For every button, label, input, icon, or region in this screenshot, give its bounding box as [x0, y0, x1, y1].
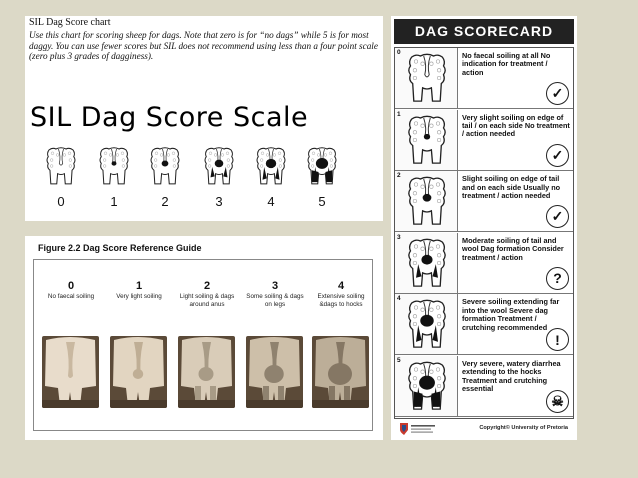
- scorecard-row-text: Very severe, watery diarrhea extending to the hocks Treatment and crutching essential: [462, 359, 561, 394]
- scorecard-table: [394, 47, 574, 419]
- figure-score-description: Some soiling & dags on legs: [246, 293, 304, 308]
- scorecard-row-text: No faecal soiling at all No indication for treatment / action: [462, 51, 551, 77]
- sil-score-label: 2: [161, 194, 169, 209]
- sil-sheep-4: [254, 144, 288, 188]
- sheep-photo-icon: [42, 336, 99, 408]
- sheep-rear-icon: [405, 112, 449, 168]
- sheep-rear-icon: [405, 50, 449, 106]
- sil-score-label: 4: [267, 194, 275, 209]
- figure-score: 4: [337, 280, 345, 292]
- sheep-photo-icon: [312, 336, 369, 408]
- scorecard-score-number: 4: [397, 295, 401, 303]
- scorecard-score-number: 2: [397, 172, 401, 180]
- sheep-photo: [178, 336, 235, 408]
- check-icon: ✓: [546, 144, 569, 167]
- sil-score-label: 3: [215, 194, 223, 209]
- scorecard-row-text: Slight soiling on edge of tail and on each side Usually no treatment / action needed: [462, 174, 561, 200]
- scorecard-score-number: 5: [397, 357, 401, 364]
- sheep-rear-icon: [405, 358, 449, 414]
- scorecard-illustration: [395, 48, 458, 108]
- figure-frame: [33, 259, 373, 431]
- sheep-photo: [110, 336, 167, 408]
- scorecard-footer: [394, 421, 574, 437]
- figure-column-0: [38, 260, 104, 301]
- sil-score-label: 5: [318, 194, 326, 209]
- figure-score-description: Extensive soiling &dags to hocks: [317, 293, 365, 308]
- scorecard-score-number: 3: [397, 233, 401, 241]
- scorecard-title: DAG SCORECARD: [394, 19, 574, 44]
- figure-title: Figure 2.2 Dag Score Reference Guide: [38, 243, 202, 253]
- scorecard-row-5: [395, 356, 573, 417]
- dag-score-reference-figure: [25, 236, 383, 440]
- sil-score-label: 0: [57, 194, 65, 209]
- scorecard-row-1: [395, 110, 573, 171]
- scorecard-row-0: [395, 48, 573, 109]
- scorecard-row-3: [395, 233, 573, 294]
- scorecard-row-2: [395, 171, 573, 232]
- sheep-rear-icon: [44, 144, 78, 188]
- sheep-rear-icon: [405, 173, 449, 229]
- scorecard-illustration: [395, 294, 458, 354]
- dag-scorecard: [391, 16, 577, 440]
- figure-score: 1: [135, 280, 143, 292]
- figure-score: 0: [67, 280, 75, 292]
- sil-dag-score-chart: [25, 16, 383, 221]
- sheep-rear-icon: [148, 144, 182, 188]
- scorecard-score-number: 1: [397, 110, 401, 118]
- sil-sheep-2: [148, 144, 182, 188]
- sheep-photo-icon: [110, 336, 167, 408]
- scorecard-row-text: Very slight soiling on edge of tail / on each side No treatment / action needed: [462, 112, 570, 139]
- sil-sheep-1: [97, 144, 131, 188]
- scorecard-illustration: [395, 171, 458, 231]
- sil-sheep-5: [305, 144, 339, 188]
- sheep-rear-icon: [97, 144, 131, 188]
- exclamation-icon: !: [546, 328, 569, 351]
- sil-chart-description: Use this chart for scoring sheep for dags. Note that zero is for “no dags” while 5 is for most daggy. You can use fewer scores but SIL does not recommend using less than a four point scale (zero plus 3 grades of dagginess).: [29, 30, 378, 61]
- sheep-photo: [312, 336, 369, 408]
- scorecard-row-text: Severe soiling extending far into the wool Severe dag formation Treatment / crutching recommended: [462, 297, 560, 332]
- figure-column-2: [174, 260, 240, 308]
- sheep-rear-icon: [254, 144, 288, 188]
- scorecard-score-number: 0: [397, 49, 401, 56]
- sheep-rear-icon: [405, 296, 449, 352]
- figure-score-description: No faecal soiling: [47, 293, 95, 300]
- scorecard-row-4: [395, 294, 573, 355]
- scorecard-illustration: [395, 233, 458, 293]
- sheep-photo-icon: [178, 336, 235, 408]
- scorecard-row-text: Moderate soiling of tail and wool Dag formation Consider treatment / action: [462, 235, 564, 262]
- figure-score: 3: [271, 280, 279, 292]
- question-icon: ?: [546, 267, 569, 290]
- sheep-rear-icon: [202, 144, 236, 188]
- check-icon: ✓: [546, 82, 569, 105]
- figure-score-description: Very light soiling: [116, 293, 162, 300]
- sil-scale-heading: SIL Dag Score Scale: [30, 102, 309, 133]
- figure-column-4: [308, 260, 374, 308]
- university-logo-icon: [398, 422, 438, 436]
- figure-score: 2: [203, 280, 211, 292]
- sheep-photo: [42, 336, 99, 408]
- sil-score-label: 1: [110, 194, 118, 209]
- scorecard-illustration: [395, 356, 458, 416]
- sil-sheep-0: [44, 144, 78, 188]
- scorecard-illustration: [395, 110, 458, 170]
- sheep-rear-icon: [305, 144, 339, 188]
- sil-chart-title: SIL Dag Score chart: [29, 17, 111, 28]
- figure-column-1: [106, 260, 172, 301]
- sheep-photo: [246, 336, 303, 408]
- scorecard-copyright: Copyright© University of Pretoria: [479, 425, 568, 431]
- sil-sheep-3: [202, 144, 236, 188]
- figure-column-3: [242, 260, 308, 308]
- sheep-photo-icon: [246, 336, 303, 408]
- sheep-rear-icon: [405, 235, 449, 291]
- skull-crossbones-icon: ☠: [546, 390, 569, 413]
- figure-score-description: Light soiling & dags around anus: [179, 293, 235, 308]
- check-icon: ✓: [546, 205, 569, 228]
